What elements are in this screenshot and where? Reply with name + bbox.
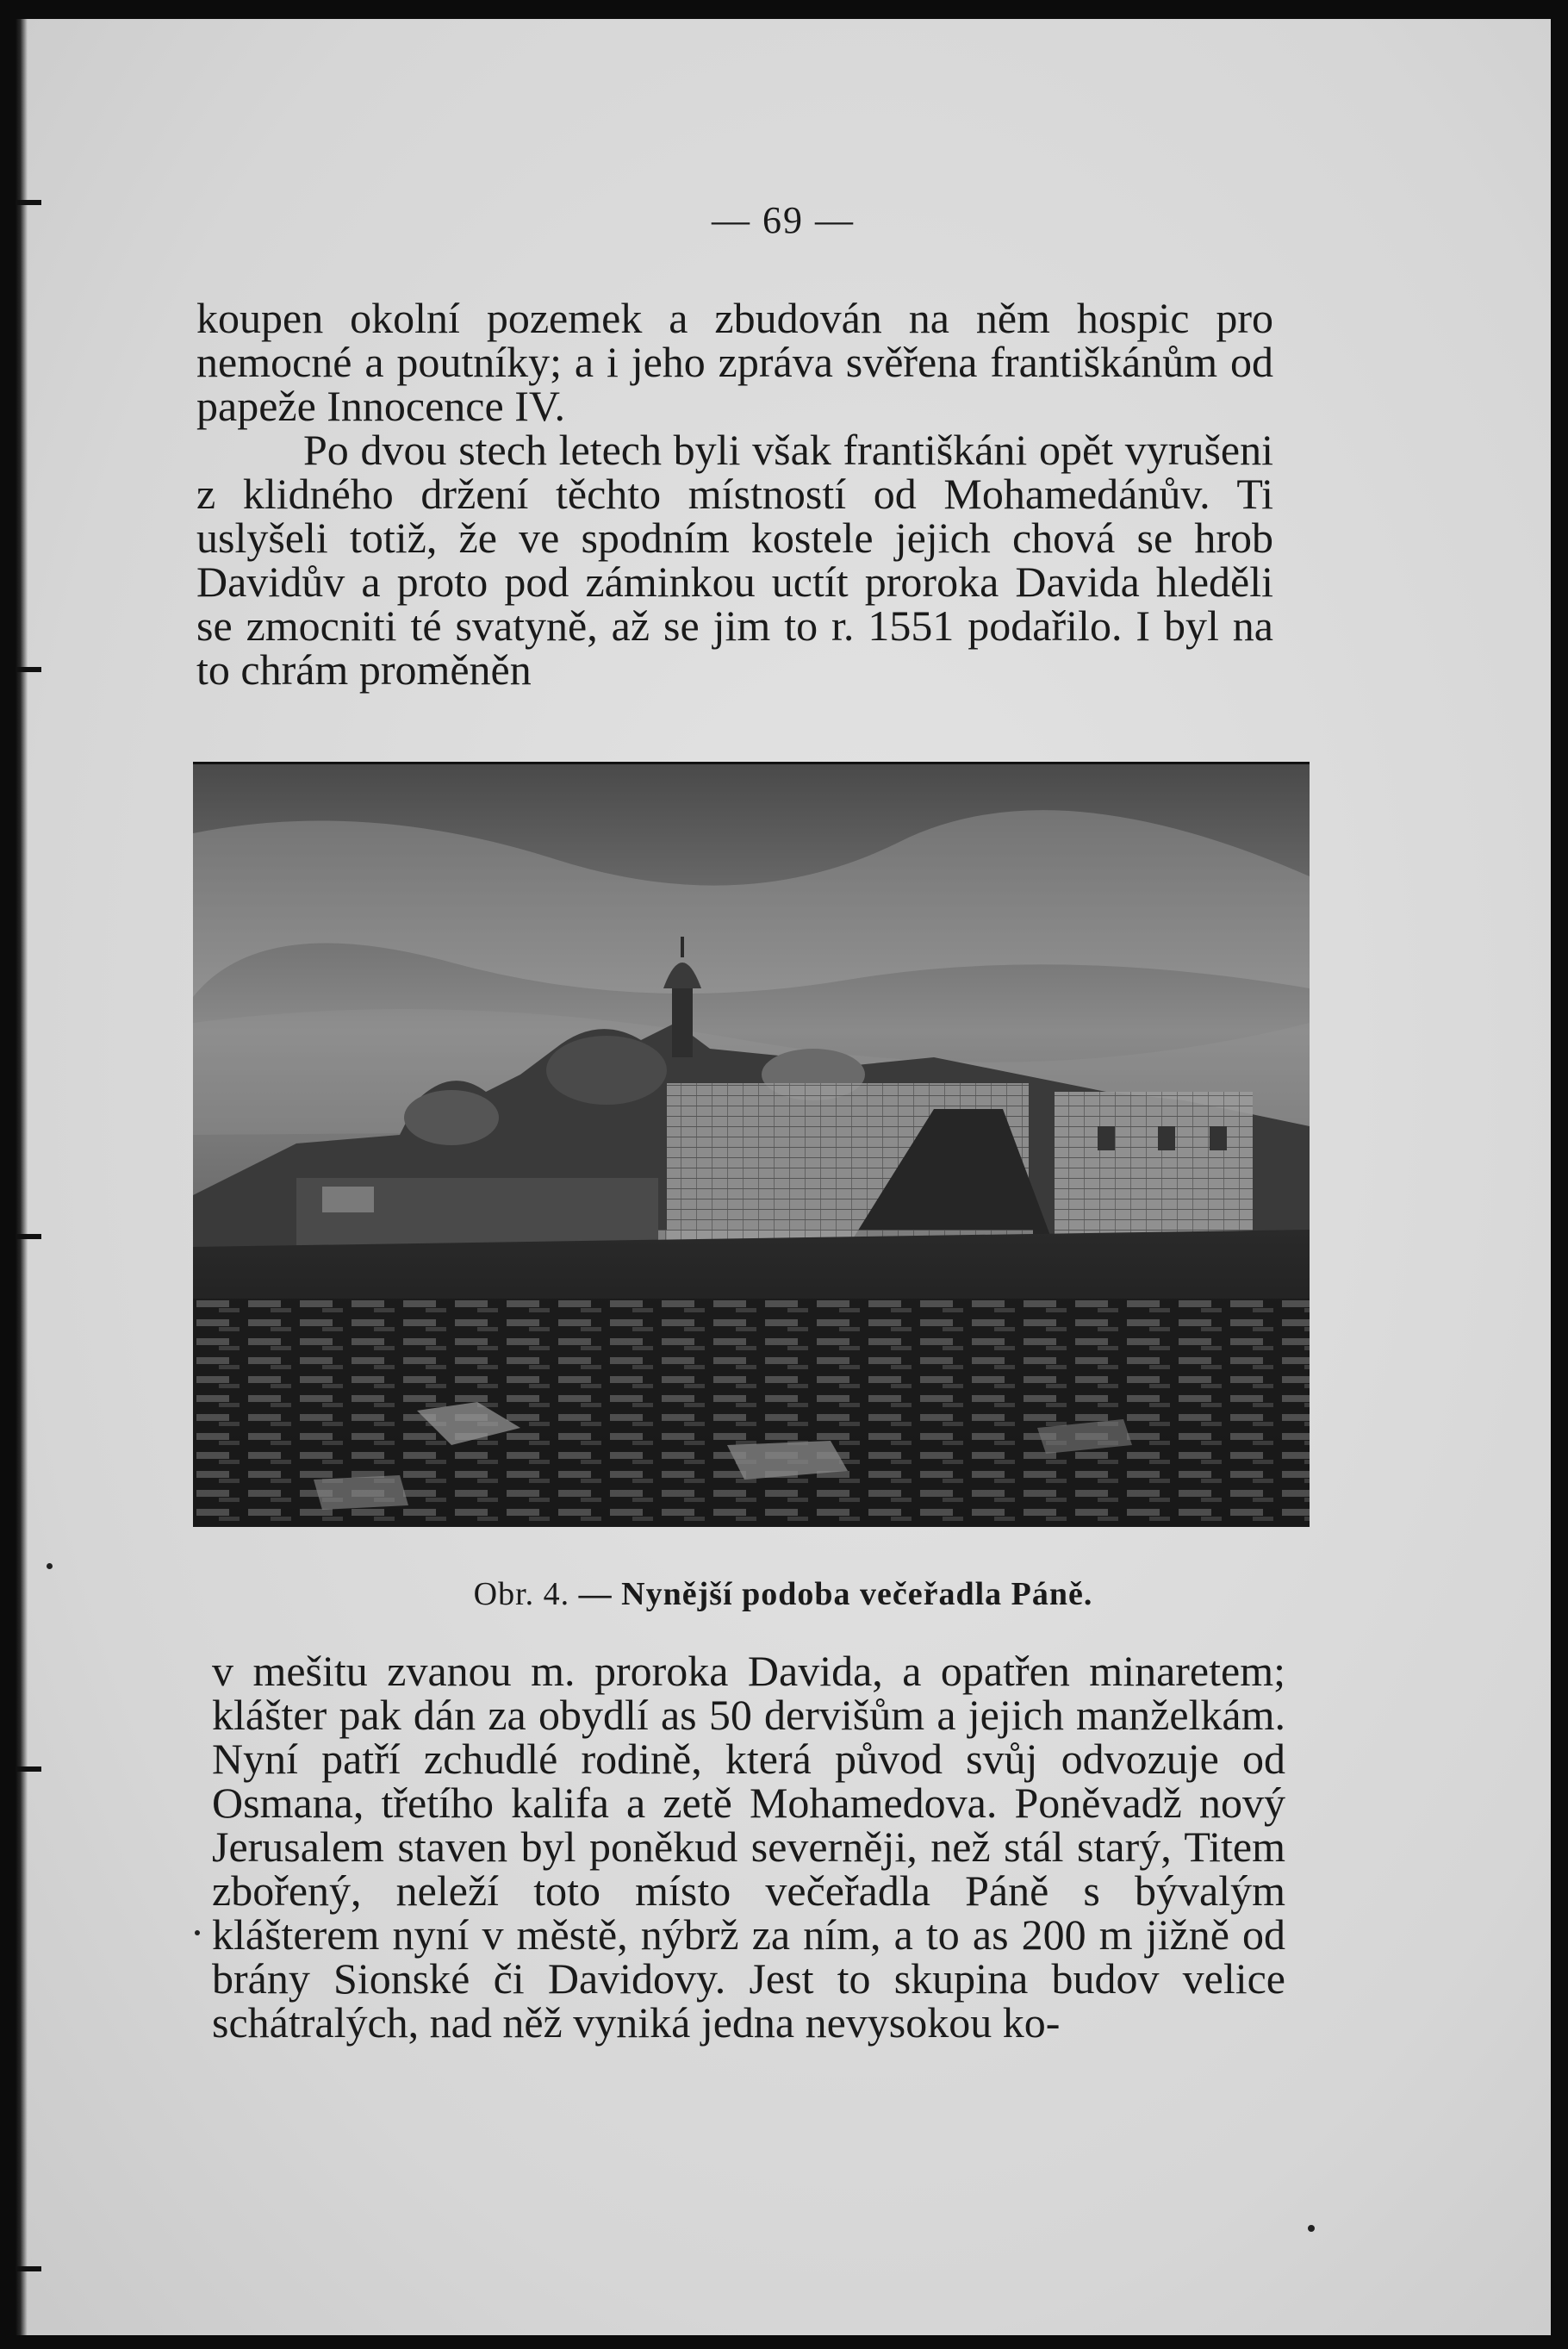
figure-caption xyxy=(16,1575,1551,1613)
paragraph: Po dvou stech letech byli však františkáni opět vyrušeni z klidného držení těchto místností od Mohamedánův. Ti uslyšeli totiž, že ve spodním kostele jejich chová se hrob Davidův a proto pod záminkou uctít proroka Davida hleděli se zmocniti té svatyně, až se jim to r. 1551 podařilo. I byl na to chrám proměněn xyxy=(196,426,1273,694)
book-page xyxy=(16,19,1551,2335)
binding-mark xyxy=(16,2266,41,2271)
photograph-image xyxy=(193,764,1310,1527)
print-speck xyxy=(195,1930,200,1935)
text-block-bottom xyxy=(212,1649,1285,2045)
paragraph: koupen okolní pozemek a zbudován na něm hospic pro nemocné a poutníky; a i jeho zpráva svěřena františkánům od papeže Innocence IV. xyxy=(196,294,1273,430)
page-number: — 69 — xyxy=(712,199,855,241)
caption-label: Obr. 4. xyxy=(473,1576,570,1612)
print-speck xyxy=(47,1563,53,1569)
binding-mark xyxy=(16,1234,41,1239)
print-speck xyxy=(1308,2225,1315,2232)
caption-text: — Nynější podoba večeřadla Páně. xyxy=(578,1576,1093,1612)
photograph-cenacle xyxy=(193,762,1310,1527)
binding-mark xyxy=(16,667,41,672)
binding-mark xyxy=(16,1766,41,1772)
page-binding-edge xyxy=(16,19,28,2335)
paragraph: v mešitu zvanou m. proroka Davida, a opatřen minaretem; klášter pak dán za obydlí as 50 dervišům a jejich manželkám. Nyní patří zchudlé rodině, která původ svůj odvozuje od Osmana, třetího kalifa a zetě Mohamedova. Poněvadž nový Jerusalem staven byl poněkud severněji, než stál starý, Titem zbořený, neleží toto místo večeřadla Páně s bývalým klášterem nyní v městě, nýbrž za ním, a to as 200 m jižně od brány Sionské či Davidovy. Jest to skupina budov velice schátralých, nad něž vyniká jedna nevysokou ko- xyxy=(212,1647,1285,2047)
text-block-top xyxy=(196,296,1273,692)
